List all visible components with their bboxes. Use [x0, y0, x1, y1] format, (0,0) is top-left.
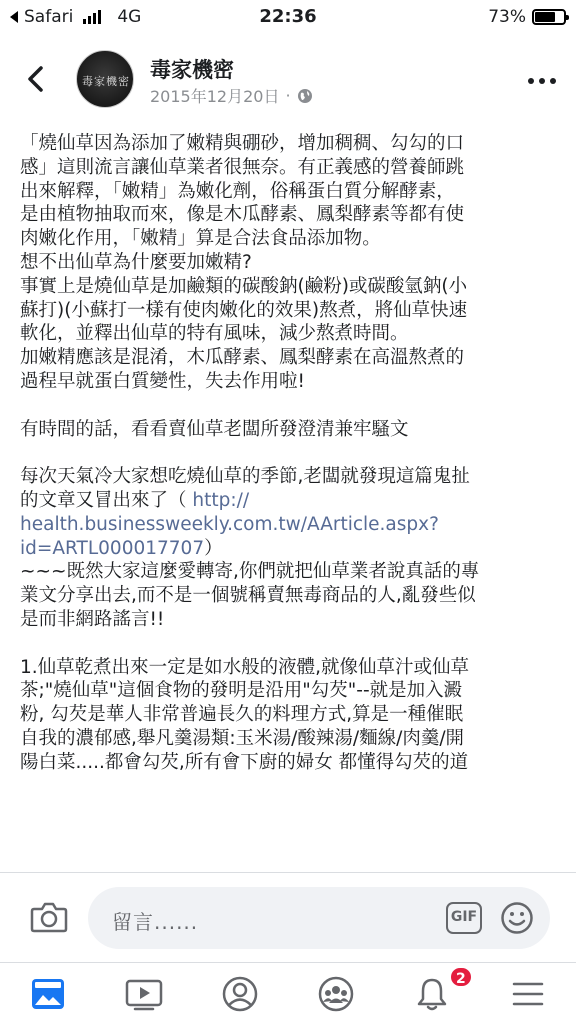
- tab-groups[interactable]: [288, 963, 384, 1024]
- status-right: [488, 7, 566, 27]
- post-text-line: 加嫩精應該是混淆，木瓜酵素、鳳梨酵素在高溫熬煮的: [20, 347, 465, 369]
- groups-icon: [317, 976, 355, 1012]
- bottom-tab-bar: [0, 962, 576, 1024]
- page-name[interactable]: 毒家機密: [150, 58, 234, 82]
- post-text-line: 肉嫩化作用，「嫩精」算是合法食品添加物。: [20, 228, 381, 250]
- comment-input[interactable]: [88, 887, 550, 949]
- post-text-line: [20, 537, 560, 561]
- post-text-line: 想不出仙草為什麼要加嫩精?: [20, 251, 252, 273]
- post-meta: [150, 84, 313, 107]
- post-text-line: 是而非網路謠言!!: [20, 608, 165, 630]
- more-dot-icon: [539, 78, 545, 84]
- bell-icon: [415, 976, 449, 1012]
- post-text-line: 自我的濃郁感,舉凡羹湯類:玉米湯/酸辣湯/麵線/肉羹/開: [20, 727, 465, 749]
- more-options-button[interactable]: [528, 78, 556, 84]
- comment-bar: [0, 872, 576, 962]
- post-text-line: 是由植物抽取而來，像是木瓜酵素、鳳梨酵素等都有使: [20, 204, 465, 226]
- post-text-line: 粉, 勾芡是華人非常普遍長久的料理方式,算是一種催眠: [20, 704, 464, 726]
- globe-icon: [297, 88, 313, 104]
- comment-placeholder: 留言......: [112, 910, 199, 934]
- post-text-line: [20, 513, 560, 537]
- article-link[interactable]: id=ARTL000017707: [20, 537, 205, 559]
- tab-watch[interactable]: [96, 963, 192, 1024]
- post-text-line: 軟化，並釋出仙草的特有風味，減少熬煮時間。: [20, 323, 409, 345]
- tab-news-feed[interactable]: [0, 963, 96, 1024]
- post-text-line: [20, 489, 560, 513]
- network-type: 4G: [117, 7, 142, 27]
- post-text-line: 事實上是燒仙草是加鹼類的碳酸鈉(鹼粉)或碳酸氫鈉(小: [20, 275, 468, 297]
- battery-level: [535, 12, 555, 22]
- article-link[interactable]: http://: [192, 489, 250, 511]
- news-feed-icon: [30, 977, 66, 1011]
- post-text-line: 出來解釋，「嫩精」為嫩化劑，俗稱蛋白質分解酵素，: [20, 180, 455, 202]
- meta-separator: ·: [285, 86, 291, 105]
- more-dot-icon: [528, 78, 534, 84]
- avatar-logo-text: 毒家機密: [82, 75, 130, 88]
- post-body: [20, 132, 560, 884]
- post-text-line: 「燒仙草因為添加了嫩精與硼砂，增加稠稠、勾勾的口: [20, 133, 465, 154]
- notification-badge: 2: [449, 966, 473, 988]
- emoji-icon: [500, 901, 534, 935]
- profile-icon: [222, 976, 258, 1012]
- status-bar: [0, 0, 576, 34]
- post-text-line: 蘇打)(小蘇打一樣有使肉嫩化的效果)熬煮，將仙草快速: [20, 299, 468, 321]
- tab-profile[interactable]: [192, 963, 288, 1024]
- article-link[interactable]: health.businessweekly.com.tw/AArticle.aspx?: [20, 513, 439, 535]
- post-text-line: 有時間的話，看看賣仙草老闆所發澄清兼牢騷文: [20, 418, 409, 440]
- chevron-left-icon: [20, 62, 54, 96]
- post-text-line: 感」這則流言讓仙草業者很無奈。有正義感的營養師跳: [20, 156, 465, 178]
- more-dot-icon: [550, 78, 556, 84]
- emoji-button[interactable]: [500, 901, 534, 935]
- post-text-line: 每次天氣冷大家想吃燒仙草的季節,老闆就發現這篇鬼扯: [20, 466, 470, 488]
- blank-line: [20, 441, 560, 465]
- post-text-line: 1.仙草乾煮出來一定是如水般的液體,就像仙草汁或仙草: [20, 656, 470, 678]
- post-text-line: 業文分享出去,而不是一個號稱賣無毒商品的人,亂發些似: [20, 585, 476, 607]
- post-text-line: 茶;"燒仙草"這個食物的發明是沿用"勾芡"--就是加入澱: [20, 680, 463, 702]
- tab-notifications[interactable]: [384, 963, 480, 1024]
- link-suffix-text: ）: [204, 537, 223, 559]
- camera-icon: [30, 901, 68, 933]
- clock: 22:36: [259, 6, 317, 27]
- link-prefix-text: 的文章又冒出來了（: [20, 489, 193, 511]
- battery-percent: 73%: [488, 7, 526, 27]
- menu-icon: [511, 979, 545, 1009]
- post-header: [0, 40, 576, 120]
- camera-button[interactable]: [30, 901, 68, 933]
- blank-line: [20, 632, 560, 656]
- tab-menu[interactable]: [480, 963, 576, 1024]
- blank-line: [20, 394, 560, 418]
- post-date[interactable]: 2015年12月20日: [150, 87, 280, 106]
- battery-icon: [532, 9, 566, 25]
- avatar[interactable]: [76, 50, 134, 108]
- back-to-app-label[interactable]: Safari: [24, 7, 74, 27]
- video-icon: [125, 977, 163, 1011]
- post-text-line: ~~~既然大家這麼愛轉寄,你們就把仙草業者說真話的專: [20, 561, 480, 583]
- gif-button[interactable]: GIF: [446, 902, 482, 934]
- back-button[interactable]: [20, 62, 54, 96]
- post-text-line: 陽白菜.....都會勾芡,所有會下廚的婦女 都懂得勾芡的道: [20, 751, 469, 773]
- post-text-line: 過程早就蛋白質變性，失去作用啦!: [20, 370, 305, 392]
